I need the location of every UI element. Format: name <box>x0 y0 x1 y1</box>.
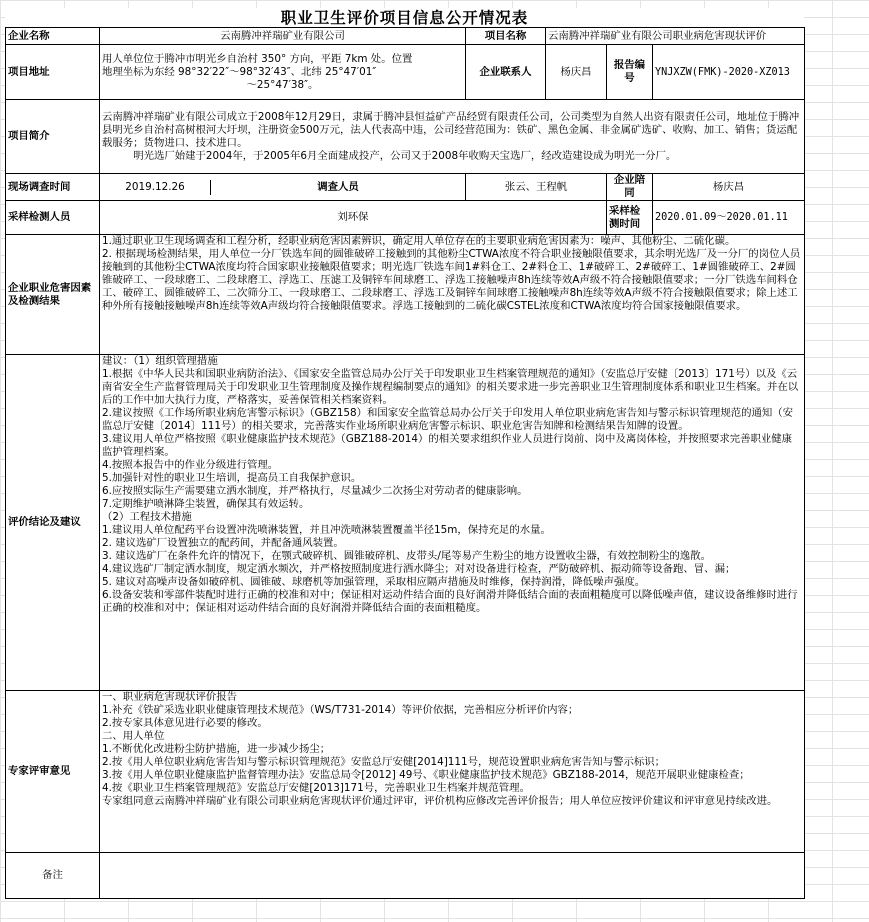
expert-line: 一、职业病危害现状评价报告 <box>102 691 238 703</box>
company-name-label: 企业名称 <box>6 28 100 45</box>
sampling-staff-value: 刘环保 <box>100 201 607 235</box>
investigators-label: 调查人员 <box>317 180 359 193</box>
address-line-1: 用人单位位于腾冲市明光乡自治村 350° 方向，平距 7km 处。位置 <box>102 52 413 65</box>
eng-item: 5. 建议对高噪声设备如破碎机、圆锥破、球磨机等加强管理，采取相应隔声措施及时维修，保持润滑，降低噪声强度。 <box>102 576 646 588</box>
expert-line: 4.按《职业卫生档案管理规范》安监总厅安健[2013]171号，完善职业卫生档案并规范管理。 <box>102 782 530 794</box>
eng-item: 6.设备安装和零部件装配时进行正确的校准和对中；保证相对运动件结合面的良好润滑并降低结合面的表面粗糙度可以降低噪声值，建议设备维修时进行正确的校准和对中；保证相对运动件结合面的良好润滑并降低结合面的表面粗糙度。 <box>102 589 798 614</box>
project-name-value: 云南腾冲祥瑞矿业有限公司职业病危害现状评价 <box>546 28 805 45</box>
hazard-results-value <box>100 235 805 355</box>
address-line-2: 地理坐标为东经 98°32′22″～98°32′43″、北纬 25°47′01″ <box>102 65 377 78</box>
expert-line: 2.按专家具体意见进行必要的修改。 <box>102 717 268 729</box>
eng-measures-heading: （2）工程技术措施 <box>102 511 192 523</box>
remark-value <box>100 853 805 899</box>
expert-line: 2.按《用人单位职业病危害告知与警示标识管理规范》安监总厅安健[2014]111号，规范设置职业病危害告知与警示标识； <box>102 756 666 768</box>
org-item: 5.加强针对性的职业卫生培训，提高员工自我保护意识。 <box>102 472 362 484</box>
sampling-staff-label: 采样检测人员 <box>6 201 100 235</box>
org-item: 4.按照本报告中的作业分级进行管理。 <box>102 459 279 471</box>
expert-opinion-label: 专家评审意见 <box>6 691 100 853</box>
survey-split-cell <box>100 174 466 201</box>
project-name-label: 项目名称 <box>466 28 546 45</box>
report-no-value: YNJXZW(FMK)-2020-XZ013 <box>653 45 805 100</box>
expert-line: 1.不断优化改进粉尘防护措施，进一步减少扬尘； <box>102 743 331 755</box>
eng-item: 2. 建议选矿厂设置独立的配药间，并配备通风装置。 <box>102 537 344 549</box>
escort-label: 企业陪同 <box>607 174 653 201</box>
row-intro <box>6 100 805 174</box>
contact-label: 企业联系人 <box>466 45 546 100</box>
row-hazards <box>6 235 805 355</box>
expert-line: 1.补充《铁矿采选业职业健康管理技术规范》（WS/T731-2014）等评价依据，完善相应分析评价内容； <box>102 704 579 716</box>
sampling-time-label: 采样检测时间 <box>607 201 653 235</box>
expert-opinion-value <box>100 691 805 853</box>
row-sampling <box>6 201 805 235</box>
survey-time-label: 现场调查时间 <box>6 174 100 201</box>
eng-item: 4.建议选矿厂制定洒水制度，规定洒水频次，并严格按照制度进行洒水降尘；对对设备进行检查，严防破碎机、振动筛等设备跑、冒、漏； <box>102 563 736 575</box>
info-disclosure-sheet <box>5 8 804 899</box>
row-conclusion <box>6 355 805 691</box>
sheet-title: 职业卫生评价项目信息公开情况表 <box>280 8 529 27</box>
project-address-value <box>100 45 466 100</box>
sampling-time-value: 2020.01.09～2020.01.11 <box>653 201 805 235</box>
project-intro-label: 项目简介 <box>6 100 100 174</box>
org-measures-heading: 建议：（1）组织管理措施 <box>102 355 218 367</box>
org-item: 6.应按照实际生产需要建立洒水制度，并严格执行，尽量减少二次扬尘对劳动者的健康影响。 <box>102 485 528 497</box>
address-line-3: ～25°47′38″。 <box>246 78 319 91</box>
conclusion-value <box>100 355 805 691</box>
survey-time-value: 2019.12.26 <box>100 180 211 195</box>
eng-item: 3. 建议选矿厂在条件允许的情况下，在颚式破碎机、圆锥破碎机、皮带头/尾等易产生粉尘的地方设置收尘器，有效控制粉尘的逸散。 <box>102 550 711 562</box>
expert-line: 二、用人单位 <box>102 730 165 742</box>
org-item: 3.建议用人单位严格按照《职业健康监护技术规范》（GBZ188-2014）的相关要求组织作业人员进行岗前、岗中及离岗体检，并按照要求完善职业健康监护管理档案。 <box>102 433 793 458</box>
company-name-value: 云南腾冲祥瑞矿业有限公司 <box>100 28 466 45</box>
contact-value: 杨庆昌 <box>546 45 607 100</box>
escort-value: 杨庆昌 <box>653 174 805 201</box>
investigators-value: 张云、王程帆 <box>466 174 607 201</box>
intro-paragraph-1: 云南腾冲祥瑞矿业有限公司成立于2008年12月29日，隶属于腾冲县恒益矿产品经贸有限责任公司，公司类型为自然人出资有限责任公司，地址位于腾冲县明光乡自治村高树根河大圩坝，注册资金500万元，法人代表高中违，公司经营范围为：铁矿、黑色金属、非金属矿选矿、收购、加工、销售；货运配载服务；货物进口、技术进口。 <box>102 110 800 149</box>
intro-paragraph-2: 明光选厂始建于2004年，于2005年6月全面建成投产，公司又于2008年收购天宝选厂，经改造建设成为明光一分厂。 <box>133 149 677 162</box>
hazard-paragraph-1: 1.通过职业卫生现场调查和工程分析，经职业病危害因素辨识，确定用人单位存在的主要职业病危害因素为：噪声、其他粉尘、二硫化碳。 <box>102 235 736 247</box>
org-item: 7.定期维护喷淋降尘装置，确保其有效运转。 <box>102 498 310 510</box>
org-item: 2.建议按照《工作场所职业病危害警示标识》（GBZ158）和国家安全监管总局办公厅关于印发用人单位职业病危害告知与警示标识管理规范的通知（安监总厅安健〔2014〕111号）的相关要求，完善落实作业场所职业病危害警示标识、职业危害告知牌和检测结果告知牌的设置。 <box>102 407 794 432</box>
project-intro-value <box>100 100 805 174</box>
remark-label: 备注 <box>6 853 100 899</box>
hazard-paragraph-2: 2. 根据现场检测结果，用人单位一分厂铁选车间的圆锥破碎工接触到的其他粉尘CTWA浓度不符合职业接触限值要求，其余明光选厂及一分厂的岗位人员接触到的其他粉尘CTWA浓度均符合国家职业接触限值要求；明光选厂铁选车间1#料仓工、2#料仓工、1#破碎工、2#破碎工、1#圆锥破碎工、2#圆锥破碎工、一段球磨工、二段球磨工、浮选工、压滤工及铜锌车间球磨工、浮选工接触噪声8h连续等效A声级不符合接触限值要求；一分厂铁选车间料仓工、破碎工、圆锥破碎工、二次筛分工、一段球磨工、二段球磨工、浮选工及铜锌车间球磨工接触噪声8h连续等效A声级不符合接触限值要求；除上述工种外所有接触接触噪声8h连续等效A声级均符合接触限值要求。浮选工接触到的二硫化碳CSTEL浓度和CTWA浓度均符合国家接触限值要求。 <box>102 248 801 312</box>
row-expert <box>6 691 805 853</box>
org-item: 1.根据《中华人民共和国职业病防治法》、《国家安全监管总局办公厅关于印发职业卫生档案管理规范的通知》（安监总厅安健〔2013〕171号）以及《云南省安全生产监督管理局关于印发职业卫生管理制度及操作规程编制要点的通知》的相关要求进一步完善职业卫生管理制度体系和职业卫生档案。并在以后的工作中加大执行力度，严格落实，妥善保管相关档案资料。 <box>102 368 799 406</box>
row-remark <box>6 853 805 899</box>
conclusion-label: 评价结论及建议 <box>6 355 100 691</box>
row-address <box>6 45 805 100</box>
project-address-label: 项目地址 <box>6 45 100 100</box>
eng-item: 1.建议用人单位配药平台设置冲洗喷淋装置，并且冲洗喷淋装置覆盖半径15m，保持充足的水量。 <box>102 524 551 536</box>
hazard-results-label: 企业职业危害因素及检测结果 <box>6 235 100 355</box>
row-company <box>6 28 805 45</box>
report-no-label: 报告编号 <box>607 45 653 100</box>
row-survey <box>6 174 805 201</box>
expert-line: 专家组同意云南腾冲祥瑞矿业有限公司职业病危害现状评价通过评审，评价机构应修改完善评价报告；用人单位应按评价建议和评审意见持续改进。 <box>102 795 778 807</box>
expert-line: 3.按《用人单位职业健康监护监督管理办法》安监总局令[2012] 49号、《职业健康监护技术规范》GBZ188-2014，规范开展职业健康检查； <box>102 769 750 781</box>
info-table <box>5 27 805 899</box>
